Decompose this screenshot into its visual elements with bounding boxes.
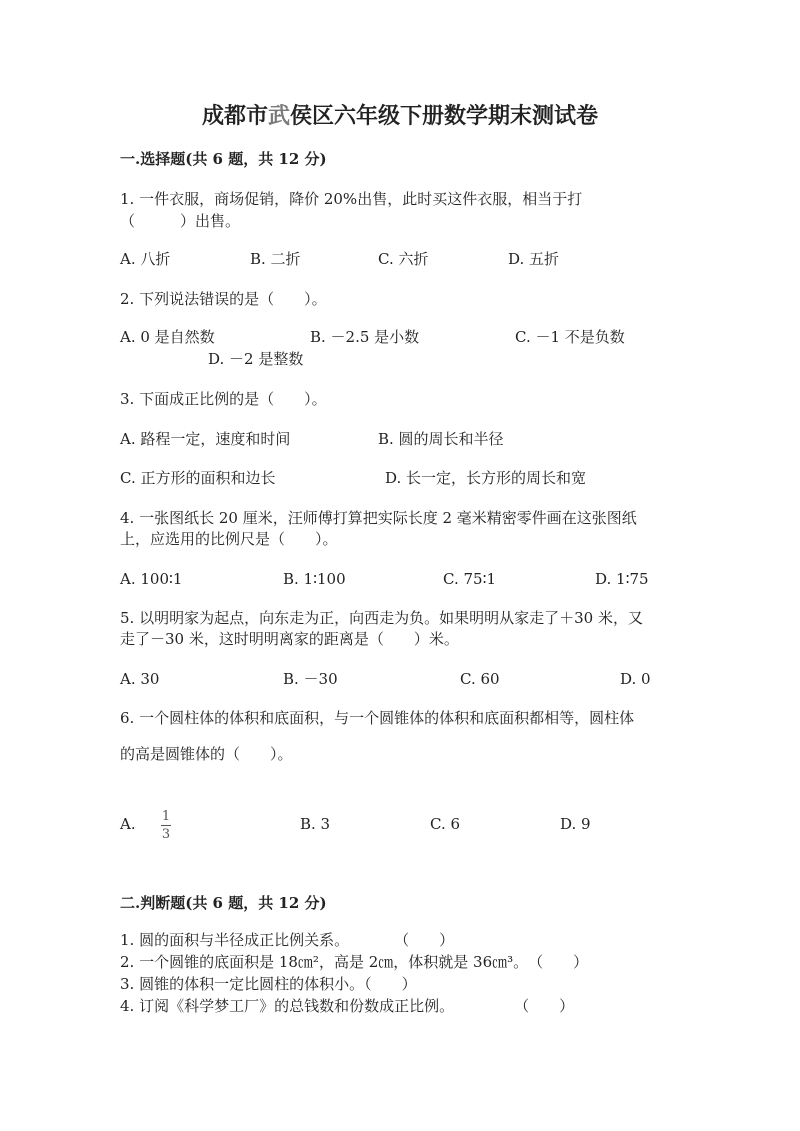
q5-option-b[interactable]: B. －30 — [283, 670, 338, 688]
judge-item-4: 4. 订阅《科学梦工厂》的总钱数和份数成正比例。 （ ） — [120, 997, 575, 1015]
q4-option-d[interactable]: D. 1∶75 — [595, 570, 649, 588]
q4-option-a[interactable]: A. 100∶1 — [120, 570, 183, 588]
q5-option-a[interactable]: A. 30 — [120, 670, 160, 688]
judge-item-2: 2. 一个圆锥的底面积是 18㎝²，高是 2㎝，体积就是 36㎝³。 （ ） — [120, 953, 589, 971]
q1-option-c[interactable]: C. 六折 — [378, 250, 429, 268]
q3-option-a[interactable]: A. 路程一定，速度和时间 — [120, 430, 291, 448]
q6-stem-line1: 6. 一个圆柱体的体积和底面积，与一个圆锥体的体积和底面积都相等，圆柱体 — [120, 709, 635, 727]
q3-option-c[interactable]: C. 正方形的面积和边长 — [120, 469, 276, 487]
q4-stem-line1: 4. 一张图纸长 20 厘米，汪师傅打算把实际长度 2 毫米精密零件画在这张图纸 — [120, 509, 637, 527]
judge-item-1: 1. 圆的面积与半径成正比例关系。 （ ） — [120, 931, 455, 949]
q3-stem: 3. 下面成正比例的是（ ）。 — [120, 390, 327, 408]
q1-option-d[interactable]: D. 五折 — [508, 250, 560, 268]
q2-option-b[interactable]: B. －2.5 是小数 — [310, 328, 420, 346]
fraction-bar — [161, 825, 171, 826]
q5-option-c[interactable]: C. 60 — [460, 670, 500, 688]
q5-option-d[interactable]: D. 0 — [620, 670, 651, 688]
q3-option-b[interactable]: B. 圆的周长和半径 — [378, 430, 504, 448]
judge-item-3: 3. 圆锥的体积一定比圆柱的体积小。（ ） — [120, 975, 417, 993]
q6-option-d[interactable]: D. 9 — [560, 815, 591, 833]
q2-option-d[interactable]: D. －2 是整数 — [208, 350, 304, 368]
q4-option-b[interactable]: B. 1∶100 — [283, 570, 346, 588]
section2-heading: 二.判断题(共 6 题，共 12 分) — [120, 894, 327, 912]
q6-stem-line2: 的高是圆锥体的（ ）。 — [120, 745, 293, 763]
q1-stem-line2: （ ）出售。 — [120, 212, 241, 230]
q3-option-d[interactable]: D. 长一定，长方形的周长和宽 — [385, 469, 587, 487]
fraction-numerator: 1 — [161, 809, 171, 824]
q4-stem-line2: 上，应选用的比例尺是（ ）。 — [120, 530, 338, 548]
title-part-3: 侯区六年级下册数学期末测试卷 — [290, 103, 599, 129]
q4-option-c[interactable]: C. 75∶1 — [443, 570, 497, 588]
q5-stem-line2: 走了－30 米，这时明明离家的距离是（ ）米。 — [120, 630, 459, 648]
page-title — [0, 103, 800, 129]
q5-stem-line1: 5. 以明明家为起点，向东走为正，向西走为负。如果明明从家走了＋30 米，又 — [120, 609, 643, 627]
title-part-2: 武 — [267, 103, 290, 129]
q2-stem: 2. 下列说法错误的是（ ）。 — [120, 290, 327, 308]
q6-option-b[interactable]: B. 3 — [300, 815, 331, 833]
q6-option-c[interactable]: C. 6 — [430, 815, 461, 833]
q6-option-a-fraction[interactable] — [161, 806, 171, 841]
q2-option-a[interactable]: A. 0 是自然数 — [120, 328, 215, 346]
section1-heading: 一.选择题(共 6 题，共 12 分) — [120, 150, 327, 168]
fraction-denominator: 3 — [161, 827, 171, 842]
q6-option-a-label[interactable]: A. — [120, 815, 136, 833]
q1-option-b[interactable]: B. 二折 — [250, 250, 301, 268]
q2-option-c[interactable]: C. －1 不是负数 — [515, 328, 625, 346]
q1-option-a[interactable]: A. 八折 — [120, 250, 171, 268]
title-part-1: 成都市 — [201, 103, 268, 129]
q1-stem-line1: 1. 一件衣服，商场促销，降价 20%出售，此时买这件衣服，相当于打 — [120, 190, 583, 208]
